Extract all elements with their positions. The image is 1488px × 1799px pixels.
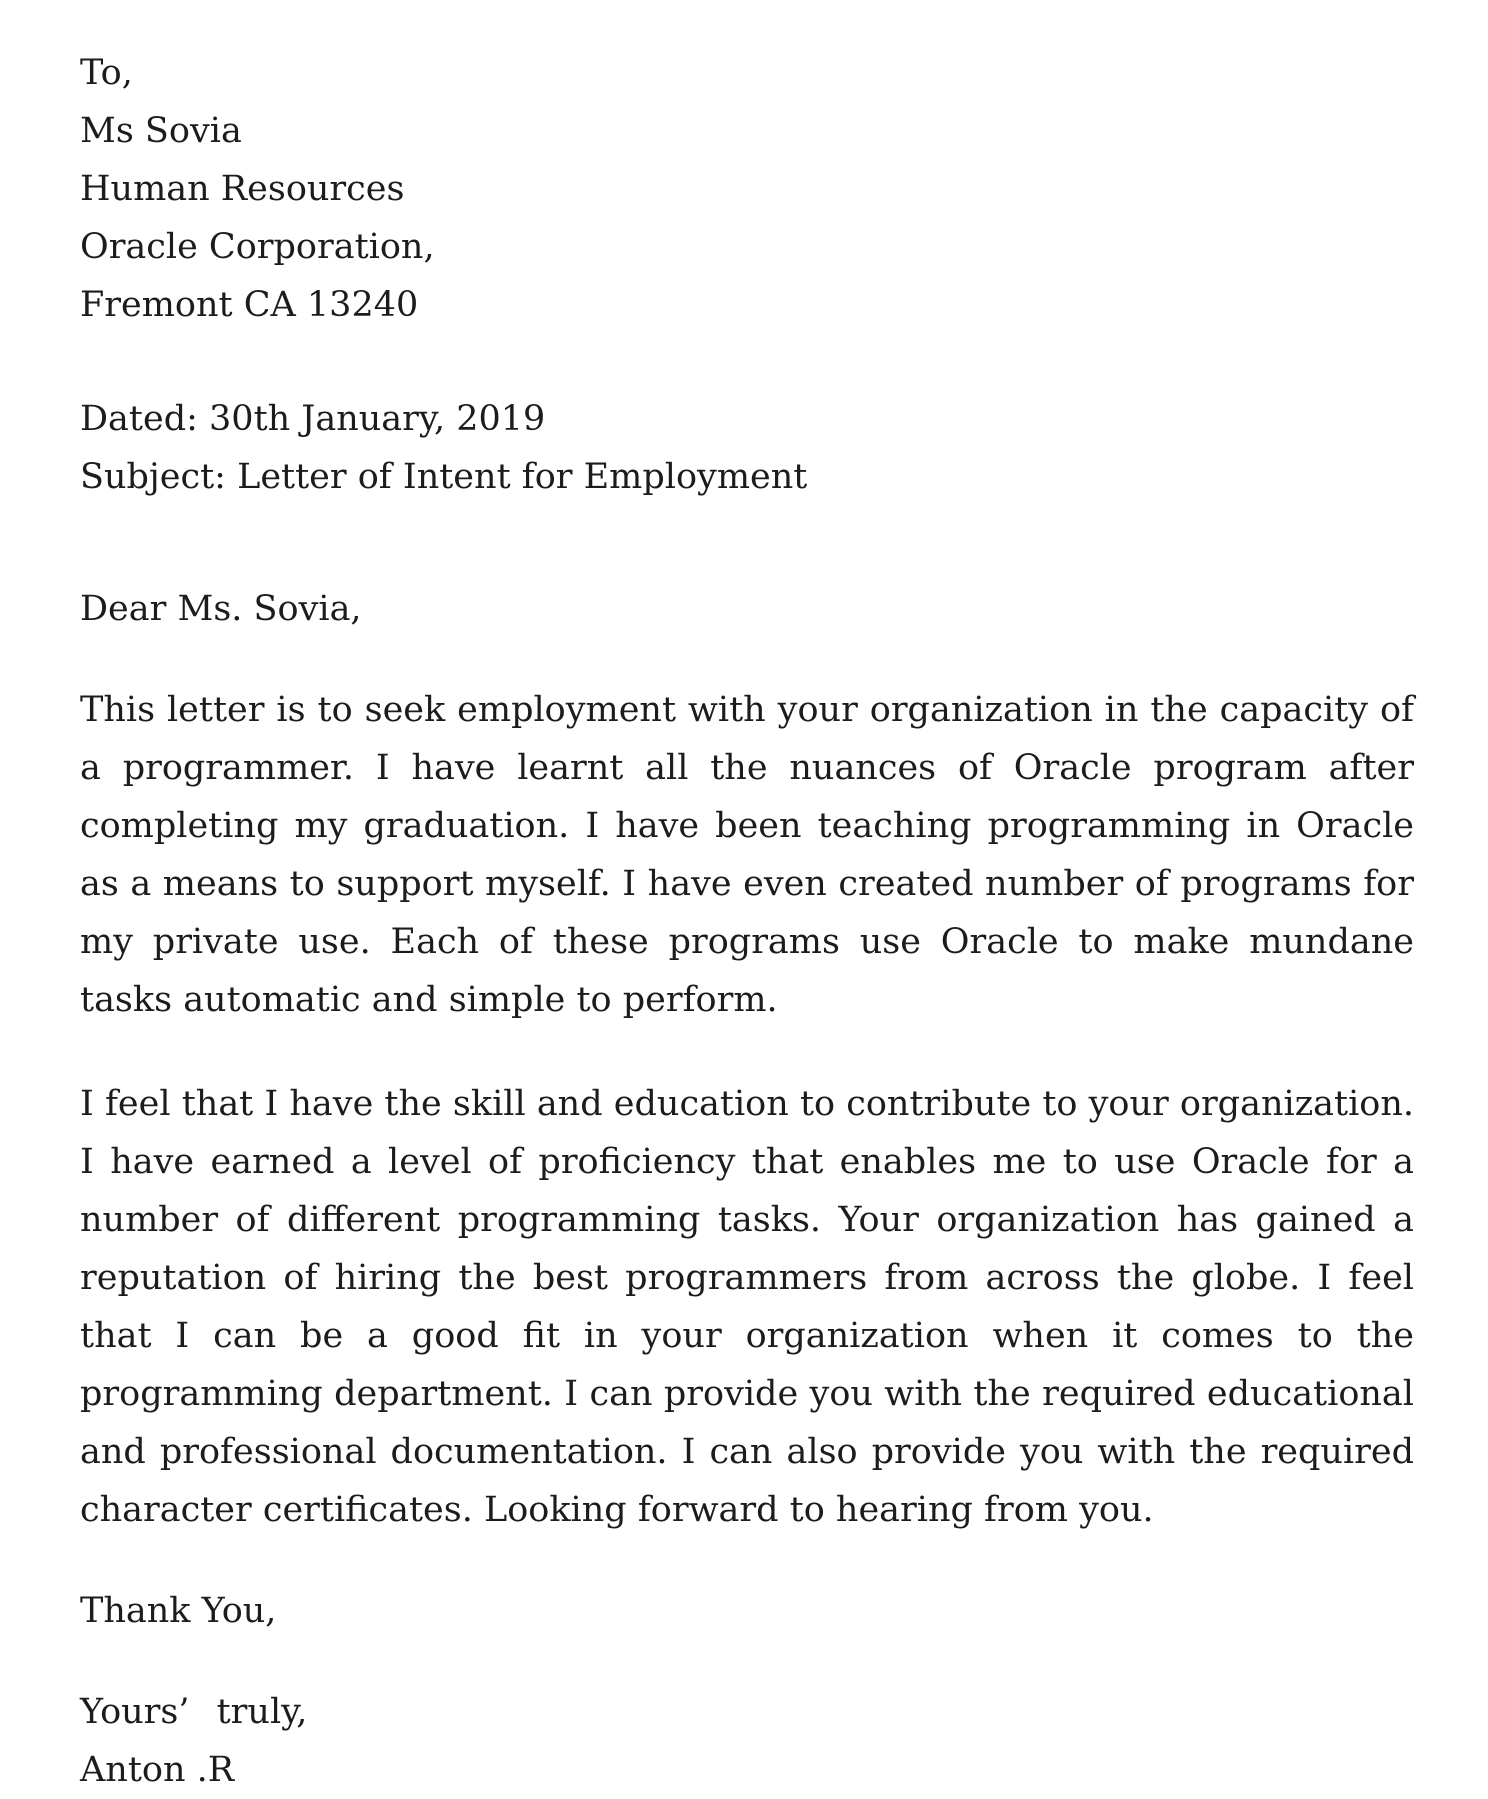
subject-line: Subject: Letter of Intent for Employment xyxy=(80,457,808,497)
body-paragraph-2: I feel that I have the skill and education to contribute to your organization. I have earned a level of proficiency that enables me to use Oracle for a number of different programming tasks. Your organization has gained a reputation of hiring the best programmers from across the globe. I feel that I can be a good fit in your organization when it comes to the programming department. I can provide you with the required educational and professional documentation. I can also provide you with the required character certificates. Looking forward to hearing from you. xyxy=(80,1084,1414,1530)
closing-text: Thank You, xyxy=(80,1591,277,1631)
recipient-address xyxy=(80,44,1408,334)
closing xyxy=(80,1582,1408,1640)
recipient-name: Ms Sovia xyxy=(80,111,242,151)
signoff-block xyxy=(80,1683,1408,1799)
date-line: Dated: 30th January, 2019 xyxy=(80,399,546,439)
recipient-address-line: Fremont CA 13240 xyxy=(80,285,419,325)
letter-meta xyxy=(80,390,1408,506)
signature-name: Anton .R xyxy=(80,1750,235,1790)
recipient-company: Oracle Corporation, xyxy=(80,227,435,267)
recipient-department: Human Resources xyxy=(80,169,405,209)
to-line: To, xyxy=(80,53,133,93)
salutation-text: Dear Ms. Sovia, xyxy=(80,589,362,629)
salutation xyxy=(80,580,1408,638)
body-paragraph-1: This letter is to seek employment with your organization in the capacity of a programmer. I have learnt all the nuances of Oracle program after completing my graduation. I have been teaching programming in Oracle as a means to support myself. I have even created number of programs for my private use. Each of these programs use Oracle to make mundane tasks automatic and simple to perform. xyxy=(80,690,1414,1020)
signoff-text: Yours’ truly, xyxy=(80,1692,308,1732)
